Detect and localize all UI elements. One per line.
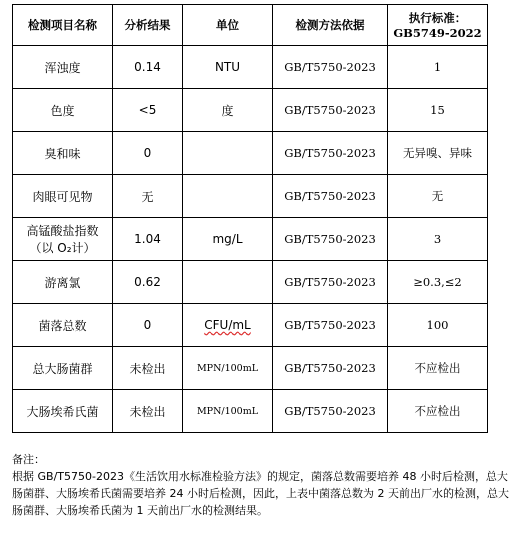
result-value: 未检出 <box>113 347 183 390</box>
method: GB/T5750-2023 <box>273 218 388 261</box>
result-value: 0.62 <box>113 261 183 304</box>
table-header-row <box>13 5 488 46</box>
method: GB/T5750-2023 <box>273 175 388 218</box>
notes-text: 根据 GB/T5750-2023《生活饮用水标准检验方法》的规定，菌落总数需要培养 48 小时后检测，总大肠菌群、大肠埃希氏菌需要培养 24 小时后检测，因此，上表中菌落总数为 2 天前出厂水的检测，总大肠菌群、大肠埃希氏菌为 1 天前出厂水的检测结果。 <box>12 470 509 517</box>
notes-section <box>12 451 512 519</box>
standard-limit: 3 <box>388 218 488 261</box>
unit <box>183 132 273 175</box>
standard-limit: 15 <box>388 89 488 132</box>
method: GB/T5750-2023 <box>273 261 388 304</box>
unit-text: CFU/mL <box>204 318 251 332</box>
header-method: 检测方法依据 <box>273 5 388 46</box>
item-name: 菌落总数 <box>13 304 113 347</box>
water-quality-report <box>12 4 512 519</box>
standard-limit: 不应检出 <box>388 347 488 390</box>
result-value: 0 <box>113 304 183 347</box>
results-table <box>12 4 488 433</box>
item-name: 浑浊度 <box>13 46 113 89</box>
standard-limit: 100 <box>388 304 488 347</box>
unit: MPN/100mL <box>183 347 273 390</box>
notes-title: 备注： <box>12 453 45 466</box>
item-name: 游离氯 <box>13 261 113 304</box>
item-name: 总大肠菌群 <box>13 347 113 390</box>
result-value: 未检出 <box>113 390 183 433</box>
table-row <box>13 89 488 132</box>
result-value: 0.14 <box>113 46 183 89</box>
method: GB/T5750-2023 <box>273 347 388 390</box>
standard-limit: 不应检出 <box>388 390 488 433</box>
unit: mg/L <box>183 218 273 261</box>
result-value: 1.04 <box>113 218 183 261</box>
standard-limit: 1 <box>388 46 488 89</box>
method: GB/T5750-2023 <box>273 46 388 89</box>
table-row <box>13 347 488 390</box>
method: GB/T5750-2023 <box>273 132 388 175</box>
item-name: 大肠埃希氏菌 <box>13 390 113 433</box>
result-value: <5 <box>113 89 183 132</box>
item-name: 色度 <box>13 89 113 132</box>
table-row <box>13 304 488 347</box>
item-name: 高锰酸盐指数（以 O₂计） <box>13 218 113 261</box>
standard-limit: 无 <box>388 175 488 218</box>
table-row <box>13 46 488 89</box>
table-row <box>13 390 488 433</box>
table-row <box>13 261 488 304</box>
header-item-name: 检测项目名称 <box>13 5 113 46</box>
header-result: 分析结果 <box>113 5 183 46</box>
table-row <box>13 132 488 175</box>
unit <box>183 261 273 304</box>
standard-limit: 无异嗅、异味 <box>388 132 488 175</box>
unit: NTU <box>183 46 273 89</box>
standard-limit: ≥0.3,≤2 <box>388 261 488 304</box>
unit: MPN/100mL <box>183 390 273 433</box>
unit: 度 <box>183 89 273 132</box>
table-row <box>13 175 488 218</box>
table-row <box>13 218 488 261</box>
item-name: 臭和味 <box>13 132 113 175</box>
header-unit: 单位 <box>183 5 273 46</box>
result-value: 0 <box>113 132 183 175</box>
header-standard: 执行标准：GB5749-2022 <box>388 5 488 46</box>
method: GB/T5750-2023 <box>273 304 388 347</box>
item-name: 肉眼可见物 <box>13 175 113 218</box>
method: GB/T5750-2023 <box>273 390 388 433</box>
unit <box>183 175 273 218</box>
unit <box>183 304 273 347</box>
method: GB/T5750-2023 <box>273 89 388 132</box>
result-value: 无 <box>113 175 183 218</box>
